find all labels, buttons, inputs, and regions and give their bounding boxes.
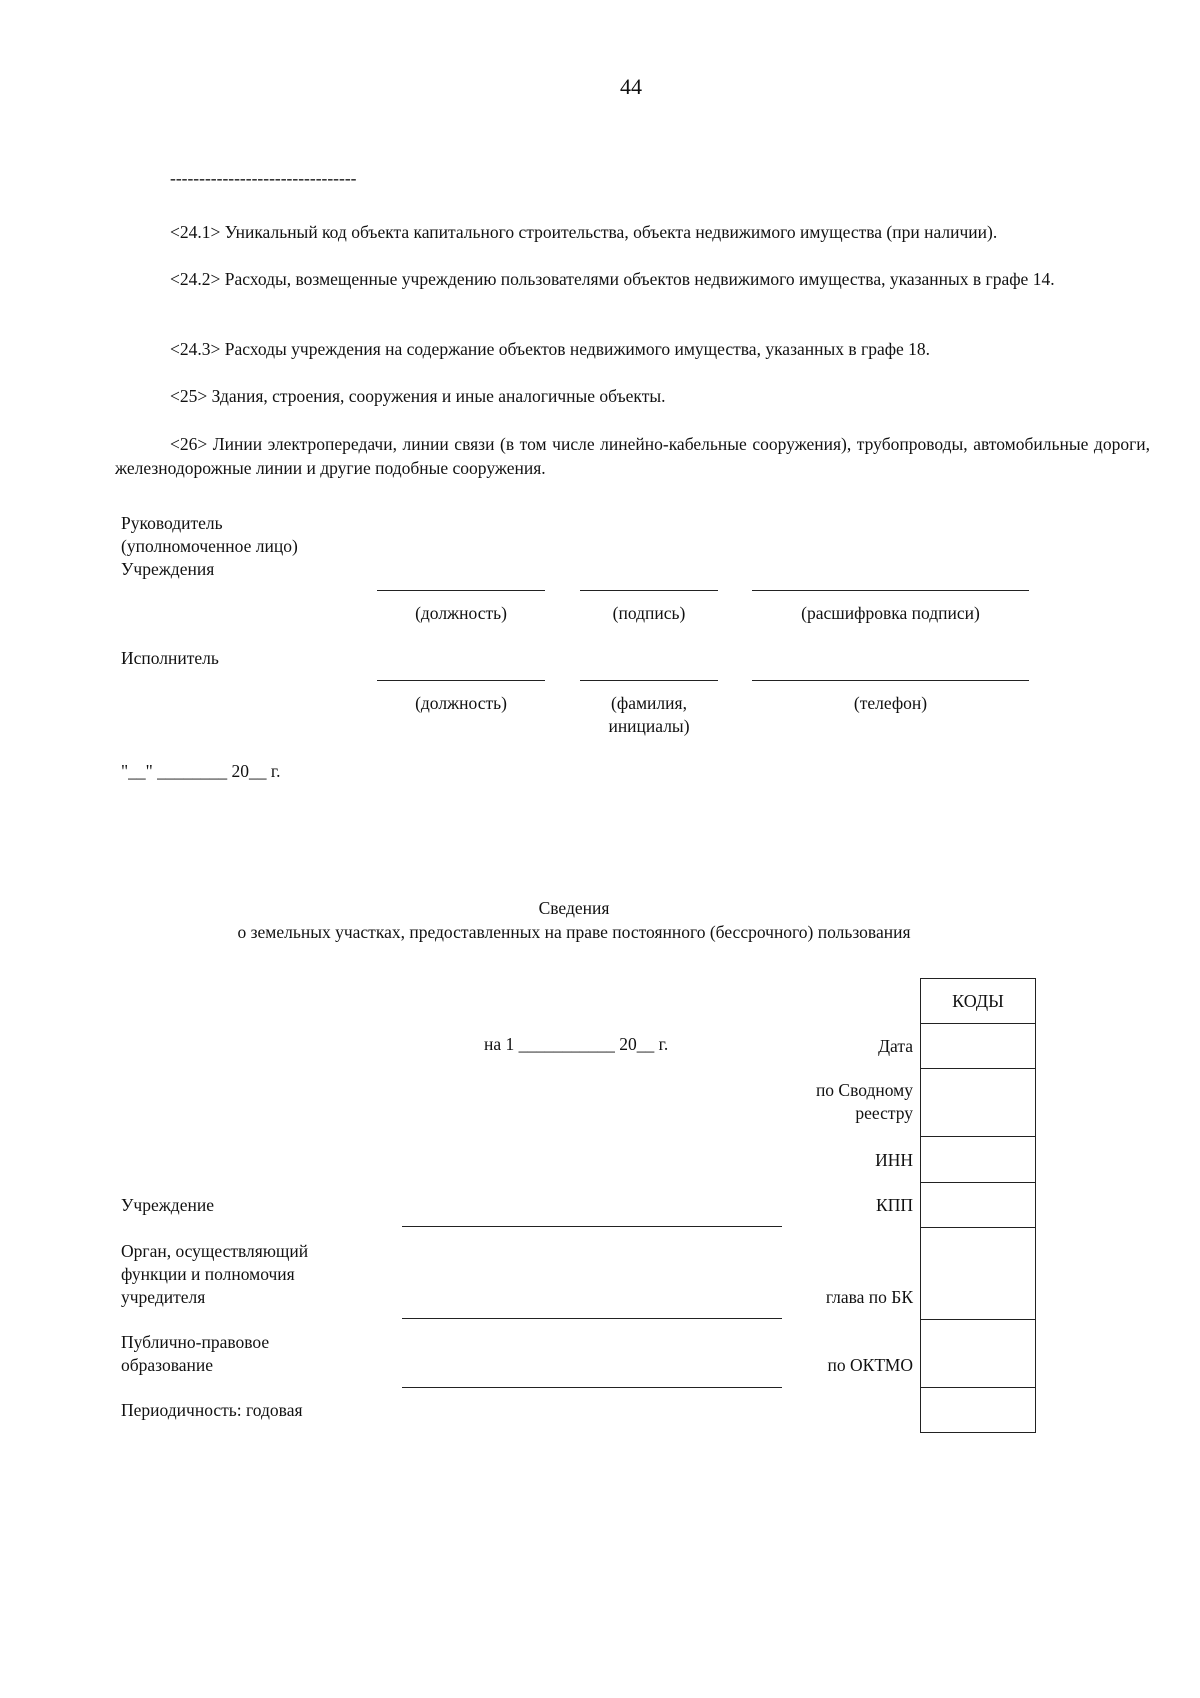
footnote-separator: -------------------------------- bbox=[170, 168, 357, 188]
code-cell-kpp[interactable] bbox=[921, 1183, 1035, 1228]
head-decoding-caption: (расшифровка подписи) bbox=[801, 603, 980, 623]
label-institution: Учреждение bbox=[121, 1195, 214, 1215]
code-cell-oktmo[interactable] bbox=[921, 1320, 1035, 1388]
head-decoding-line bbox=[752, 590, 1029, 591]
form-title: Сведения bbox=[538, 898, 610, 918]
footnote-25: <25> Здания, строения, сооружения и иные аналогичные объекты. bbox=[170, 386, 666, 406]
label-kpp: КПП bbox=[876, 1195, 913, 1215]
codes-table bbox=[920, 978, 1036, 1433]
executor-phone-line bbox=[752, 680, 1029, 681]
executor-name-caption: (фамилия, инициалы) bbox=[608, 693, 690, 736]
as-of-date: на 1 ___________ 20__ г. bbox=[484, 1034, 669, 1054]
head-label: Руководитель (уполномоченное лицо) Учреждения bbox=[121, 513, 298, 579]
label-date: Дата bbox=[878, 1036, 913, 1056]
head-signature-line bbox=[580, 590, 718, 591]
label-organ: Орган, осуществляющий функции и полномочия учредителя bbox=[121, 1241, 309, 1307]
code-cell-bk[interactable] bbox=[921, 1228, 1035, 1320]
head-position-caption: (должность) bbox=[415, 603, 507, 623]
institution-line[interactable] bbox=[402, 1226, 782, 1227]
executor-phone-caption: (телефон) bbox=[853, 693, 928, 713]
organ-line[interactable] bbox=[402, 1318, 782, 1319]
head-signature-caption: (подпись) bbox=[612, 603, 686, 623]
label-municipal: Публично-правовое образование bbox=[121, 1332, 270, 1375]
signature-date: "__" ________ 20__ г. bbox=[121, 761, 281, 781]
code-cell-registry[interactable] bbox=[921, 1069, 1035, 1137]
executor-position-line bbox=[377, 680, 545, 681]
footnote-26: <26> Линии электропередачи, линии связи (в том числе линейно-кабельные сооружения), трубопроводы, автомобильные дороги, железнодорожные линии и другие подобные сооружения. bbox=[115, 434, 1150, 478]
footnote-24-1: <24.1> Уникальный код объекта капитального строительства, объекта недвижимого имущества (при наличии). bbox=[170, 222, 998, 242]
label-periodicity: Периодичность: годовая bbox=[121, 1400, 303, 1420]
codes-header: КОДЫ bbox=[921, 979, 1035, 1024]
municipal-line[interactable] bbox=[402, 1387, 782, 1388]
footnote-24-3: <24.3> Расходы учреждения на содержание объектов недвижимого имущества, указанных в графе 18. bbox=[170, 339, 931, 359]
footnote-24-2: <24.2> Расходы, возмещенные учреждению пользователями объектов недвижимого имущества, указанных в графе 14. bbox=[170, 269, 1055, 289]
label-inn: ИНН bbox=[875, 1150, 913, 1170]
page-number: 44 bbox=[620, 74, 642, 99]
label-registry: по Сводному реестру bbox=[815, 1080, 913, 1123]
executor-name-line bbox=[580, 680, 718, 681]
code-cell-date[interactable] bbox=[921, 1024, 1035, 1069]
head-position-line bbox=[377, 590, 545, 591]
label-oktmo: по ОКТМО bbox=[827, 1355, 913, 1375]
executor-label: Исполнитель bbox=[121, 648, 219, 668]
executor-position-caption: (должность) bbox=[415, 693, 507, 713]
code-cell-inn[interactable] bbox=[921, 1137, 1035, 1183]
form-subtitle: о земельных участках, предоставленных на праве постоянного (бессрочного) пользования bbox=[237, 922, 911, 942]
label-bk: глава по БК bbox=[825, 1287, 913, 1307]
code-cell-periodicity[interactable] bbox=[921, 1388, 1035, 1433]
